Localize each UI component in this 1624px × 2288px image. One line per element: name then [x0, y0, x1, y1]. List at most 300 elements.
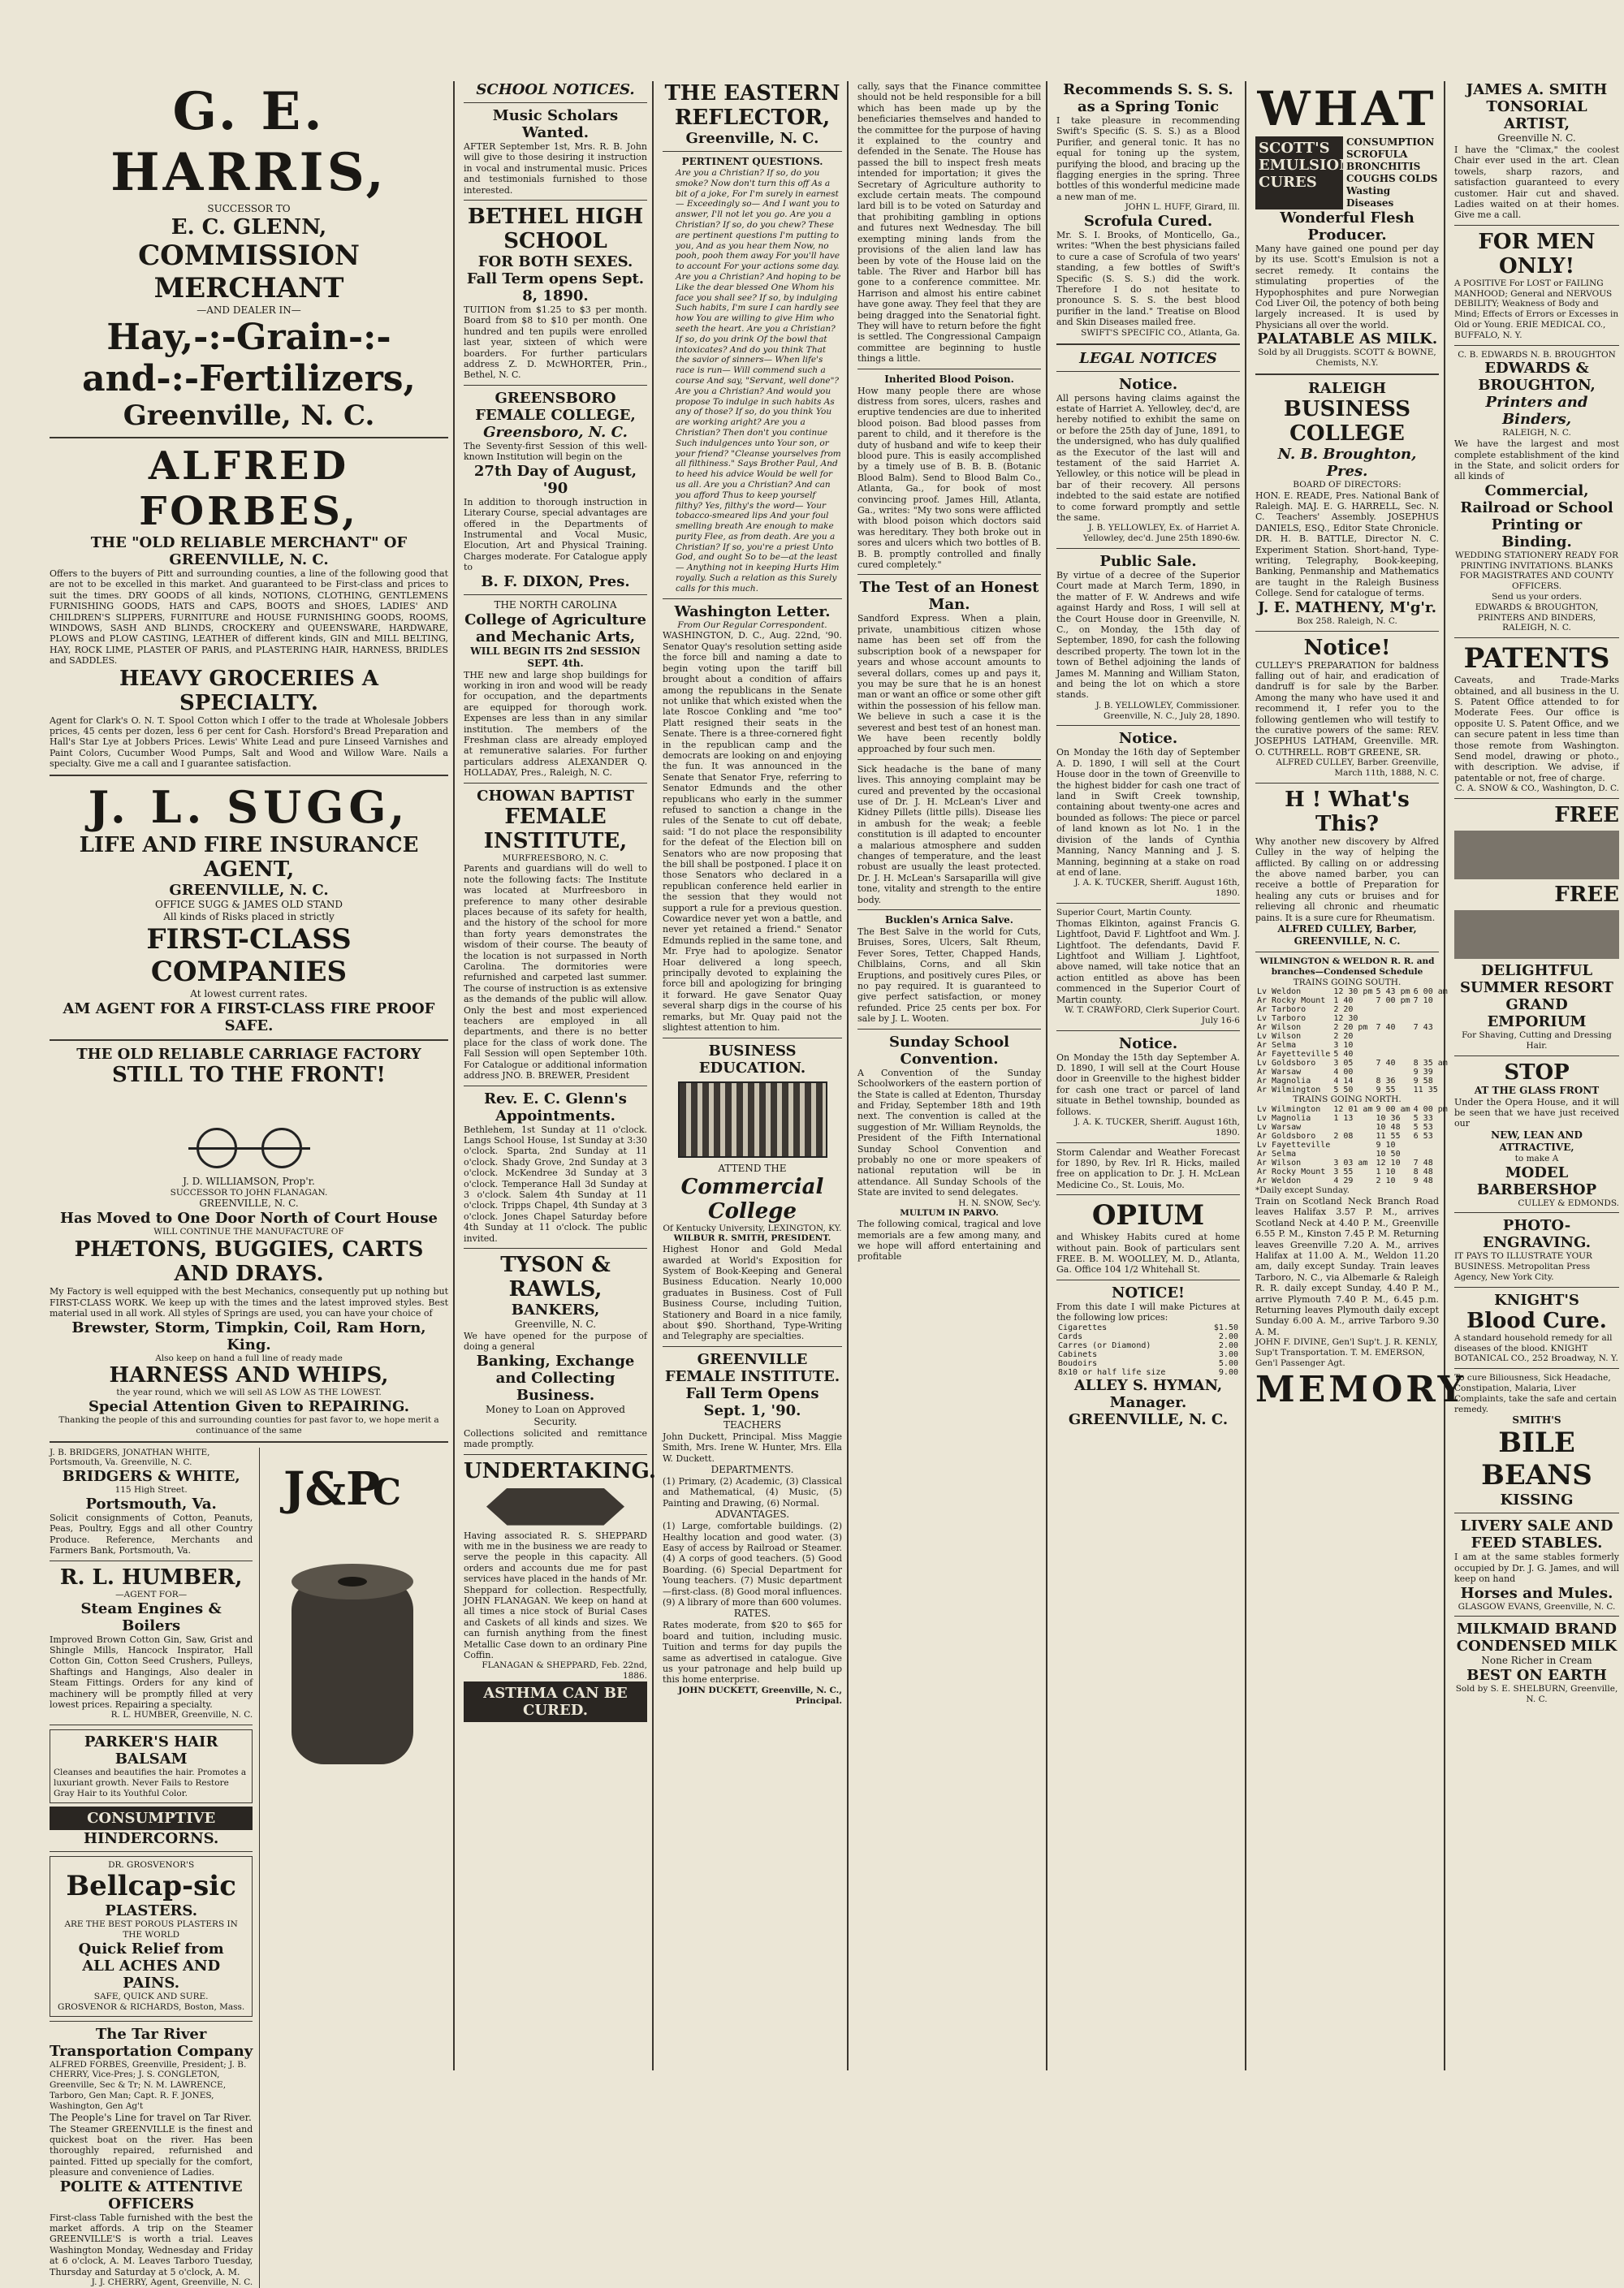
- station: Ar Rocky Mount: [1257, 1168, 1326, 1177]
- price-item: 8x10 or half life size: [1058, 1367, 1166, 1377]
- school-notices-head: SCHOOL NOTICES.: [476, 81, 635, 98]
- bell-title: Bellcap-sic: [66, 1870, 236, 1903]
- price-item: Carres (or Diamond): [1058, 1340, 1151, 1350]
- svg-text:J&P: J&P: [283, 1461, 381, 1516]
- consumptive-banner: CONSUMPTIVE: [50, 1807, 253, 1830]
- sick-body: Sick headache is the bane of many lives. This annoying complaint may be cured and prevented by the occasional use of Dr. J. H. McLean's Liver and Kidney Pillets (little pills). Disease lies in ambush for the weak; a feeble constitution is ill adapted to encounter a malarious atmosphere and sudden changes of temperature, and the least robust are usually the least protected. Dr. J. H. McLean's Sarsaparilla will give tone, vitality and strength to the entire body.: [857, 763, 1041, 905]
- time: 5 43 pm: [1376, 987, 1410, 997]
- time: 4 00 pm: [1413, 1105, 1448, 1115]
- table-row: [1056, 1341, 1240, 1350]
- carriage-moved: Has Moved to One Door North of Court House: [59, 1210, 438, 1228]
- bell-best: ARE THE BEST POROUS PLASTERS IN THE WORLD: [64, 1919, 238, 1940]
- parker-title: PARKER'S HAIR BALSAM: [84, 1733, 218, 1768]
- rbc-pres: N. B. Broughton, Pres.: [1277, 445, 1417, 480]
- livery-title: LIVERY SALE AND FEED STABLES.: [1460, 1517, 1613, 1552]
- table-row: [1255, 1041, 1449, 1050]
- railroad-going-north: TRAINS GOING NORTH.: [1293, 1094, 1402, 1105]
- time: [1332, 1141, 1374, 1150]
- station: Lv Weldon: [1257, 987, 1302, 997]
- cb-city: MURFREESBORO, N. C.: [502, 853, 609, 863]
- nc-title: THE NORTH CAROLINA: [494, 598, 617, 611]
- time: 9 39: [1413, 1068, 1433, 1077]
- eb-city: RALEIGH, N. C.: [1502, 428, 1571, 438]
- scott-what: WHAT: [1257, 81, 1437, 136]
- sugg-name: J. L. SUGG,: [88, 780, 410, 833]
- scrofula-title: Scrofula Cured.: [1083, 213, 1213, 231]
- rev-title: Rev. E. C. Glenn's Appointments.: [484, 1090, 627, 1125]
- men-title: FOR MEN ONLY!: [1478, 229, 1596, 278]
- honest-body: Sandford Express. When a plain, private, unambitious citizen whose name has been set off from the subscription book of a newspaper for years and whose account amounts to several dollars, comes up and pays it, you may be sure that he is an honest man or want an office or some other gift within the possession of his fellow man. We believe in such a case it is the severest and best test of an honest man. We have been recently boldly approached by four such men.: [857, 613, 1041, 755]
- notice1-sign: J. B. YELLOWLEY, Ex. of Harriet A. Yellowley, dec'd. June 25th 1890-6w.: [1082, 523, 1240, 544]
- time: 12 30: [1333, 1014, 1358, 1024]
- table-row: [1056, 1359, 1240, 1368]
- nc-college: College of Agriculture and Mechanic Arts,: [464, 611, 646, 645]
- patents-sign: C. A. SNOW & CO., Washington, D. C.: [1455, 784, 1619, 794]
- gfi-rates-body: Rates moderate, from $20 to $65 for board and tuition, including music. Tuition and terms for day pupils the same as advertised in catalogue. Give us your patronage and help build up this home enterprise.: [663, 1620, 842, 1686]
- tar-polite: POLITE & ATTENTIVE OFFICERS: [59, 2178, 243, 2212]
- table-row: [1255, 1068, 1449, 1077]
- time: 2 20: [1333, 1005, 1354, 1015]
- milk-none: None Richer in Cream: [1481, 1655, 1592, 1667]
- time: [1412, 1041, 1449, 1050]
- sugg-rates: At lowest current rates.: [190, 987, 308, 999]
- notice1-title: Notice.: [1118, 375, 1178, 393]
- rev-body: Bethlehem, 1st Sunday at 11 o'clock. Langs School House, 1st Sunday at 3:30 o'clock. Sparta, 2nd Sunday at 11 o'clock. Shady Grove, 2nd Sunday at 3 o'clock. McKendree 3d Sunday at 3 o'clock. Temperance Hall 3d Sunday at 3 o'clock. Salem 4th Sunday at 11 o'clock. Tripps Chapel, 4th Sunday at 3 o'clock. Jones Chapel Saturday before 4th Sunday at 11 o'clock. The public invited.: [464, 1124, 647, 1244]
- reflector-city: Greenville, N. C.: [685, 130, 819, 147]
- biz-attend: ATTEND THE: [718, 1162, 787, 1174]
- station: Ar Wilmington: [1257, 1086, 1321, 1095]
- time: [1412, 1014, 1449, 1023]
- smith-title: JAMES A. SMITH: [1466, 81, 1608, 98]
- table-row: [1255, 1105, 1449, 1114]
- scott-block: [1255, 136, 1439, 209]
- washington-body: WASHINGTON, D. C., Aug. 22nd, '90. Senator Quay's resolution setting aside the force bill and naming a date to begin voting upon the tariff bill brought about a condition of affairs among the republicans in the Senate not unlike that which existed when the late Roscoe Conkling and "me too" Platt resigned their seats in the Senate. There is a three-cornered fight in the republican camp and the democrats are looking on and enjoying the fun. It was announced in the Senate that Senator Frye, referring to Senator Edmunds and the other republicans who early in the summer refused to sanction a change in the rules of the Senate to cut off debate, said: "I do not place the responsibility for the defeat of the Election bill on Senators who are now proposing that the bill shall be postponed. I place it on those Senators who declared in a republican conference held earlier in the session that they would not support a rule for a previous question. Cowardice never yet won a battle, and never yet retained a friend." Senator Edmunds replied in the same tone, and Mr. Frye had to apologize. Senator Hoar delivered a long speech, principally devoted to explaining the force bill and apologizing for bringing it forward. He gave Senator Quay several sharp digs in the course of his remarks, but Mr. Quay paid not the slightest attention to him.: [663, 630, 842, 1034]
- blood-title: Inherited Blood Poison.: [884, 373, 1014, 385]
- forbes-agent: Agent for Clark's O. N. T. Spool Cotton which I offer to the trade at Wholesale Jobbers prices, 45 cents per dozen, less 6 per cent for Cash. Horsford's Bread Preparation and Hall's Star Lye at Jobbers Prices. Lewis' White Lead and pure Linseed Varnishes and Paint Colors, Cucumber Wood Pumps, Salt and Wood and Willow Ware. Nails a specialty. Give me a call and I guarantee satisfaction.: [50, 714, 448, 770]
- pictures-price-table: [1056, 1323, 1240, 1377]
- grand-title: GRAND EMPORIUM: [1487, 996, 1587, 1031]
- gfc-date: 27th Day of August, '90: [473, 462, 637, 497]
- patents-title: PATENTS: [1463, 642, 1610, 676]
- eb-wedding: WEDDING STATIONERY READY FOR PRINTING INVITATIONS. BLANKS FOR MAGISTRATES AND COUNTY OFFICERS.: [1454, 550, 1619, 592]
- superior-court: Superior Court, Martin County.: [1056, 907, 1192, 917]
- humber-body: Improved Brown Cotton Gin, Saw, Grist and Shingle Mills, Hancock Inspirator, Hall Cotton Gin, Cotton Seed Crushers, Pulleys, Shaftings and Hangings, Also dealer in Steam Fittings. Orders for any kind of machinery will be promptly filled at very lowest prices. Repairing a specialty.: [50, 1634, 253, 1710]
- coats-spool-graphic: [267, 1456, 446, 1797]
- station: Lv Wilson: [1257, 1032, 1302, 1042]
- carriage-illustration: [188, 1090, 310, 1150]
- knight-cure: Blood Cure.: [1466, 1308, 1607, 1333]
- legal-notices-head: LEGAL NOTICES: [1079, 349, 1217, 367]
- table-row: [1255, 1141, 1449, 1150]
- time: [1412, 1150, 1449, 1159]
- superior-body: Thomas Elkinton, against Francis G. Lightfoot, David F. Lightfoot and Wm. J. Lightfoot. The defendants, David F. Lightfoot and William J. Lightfoot, above named, will take notice that an action entitled as above has been commenced in the Superior Court of Martin county.: [1056, 917, 1240, 1005]
- pertinent-title: PERTINENT QUESTIONS.: [681, 156, 823, 167]
- bethel-sub: FOR BOTH SEXES.: [477, 253, 633, 271]
- time: 9 58: [1413, 1077, 1433, 1086]
- sugg-office: OFFICE SUGG & JAMES OLD STAND: [155, 898, 343, 910]
- table-row: [1255, 1176, 1449, 1185]
- music-title: Music Scholars Wanted.: [492, 107, 619, 141]
- time: 11 35: [1413, 1086, 1438, 1095]
- time: 5 53: [1413, 1123, 1433, 1133]
- gfi-dept: DEPARTMENTS.: [710, 1463, 794, 1475]
- college-building-illustration: [678, 1081, 827, 1158]
- sss-body: I take pleasure in recommending Swift's Specific (S. S. S.) as a Blood Purifier, and general tonic. It has no equal for toning up the system, purifying the blood, and bracing up the flagging energies in the spring. Three bottles of this wonderful medicine made a new man of me.: [1056, 115, 1240, 202]
- col1-lower-right: [259, 1448, 448, 2288]
- pictures-body: From this date I will make Pictures at the following low prices:: [1056, 1301, 1240, 1323]
- washington-title: Washington Letter.: [674, 602, 831, 620]
- livery-sign: GLASGOW EVANS, Greenville, N. C.: [1458, 1601, 1616, 1612]
- time: [1374, 1014, 1411, 1023]
- whats-this-body: Why another new discovery by Alfred Culley in the way of helping the afflicted. By calling on or addressing the above named barber, you can receive a bottle of Preparation for healing any cuts or bruises and for relieving all chronic and rheumatic pains. It is a sure cure for Rheumatism.: [1255, 835, 1439, 923]
- table-row: [1255, 1077, 1449, 1086]
- table-row: [1255, 1123, 1449, 1132]
- time: 7 00 pm: [1376, 996, 1410, 1006]
- culley-body: CULLEY'S PREPARATION for baldness falling out of hair, and eradication of dandruff is for sale by the Barber. Among the many who have used it and recommend it, I refer you to the following gentlemen who will testify to the curative powers of the same: REV. JOSEPHUS LATHAM, Greenville. MR. O. CUTHRELL. ROB'T GREENE, SR.: [1255, 659, 1439, 758]
- time: 5 40: [1333, 1050, 1354, 1060]
- scott-milk: PALATABLE AS MILK.: [1256, 330, 1438, 348]
- bell-plasters: PLASTERS.: [105, 1902, 198, 1920]
- harris-role: COMMISSION MERCHANT: [138, 240, 360, 304]
- railroad-sign: JOHN F. DIVINE, Gen'l Sup't. J. R. KENLY, Sup't Transportation. T. M. EMERSON, Gen'l Passenger Agt.: [1255, 1337, 1438, 1368]
- forbes-ad: [50, 443, 448, 770]
- bell-safe: SAFE, QUICK AND SURE.: [93, 1991, 209, 2001]
- tyson-coll: Collections solicited and remittance made promptly.: [464, 1427, 647, 1450]
- eb-send: Send us your orders.: [1491, 592, 1583, 602]
- notice3-sign: J. A. K. TUCKER, Sheriff. August 16th, 1890.: [1074, 1116, 1240, 1138]
- forbes-body: Offers to the buyers of Pitt and surrounding counties, a line of the following good that are not to be excelled in this market. And guaranteed to be First-class and prices to suit the times. DRY GOODS of all kinds, NOTIONS, CLOTHING, GENTLEMENS FURNISHING GOODS, HATS and CAPS, BOOTS and SHOES, LADIES' AND CHILDREN'S SLIPPERS, FURNITURE and HOUSE FURNISHING GOODS, ROOMS, WINDOWS, SASH AND BLINDS, CROCKERY and QUEENSWARE, HARDWARE, PLOWS and PLOW CASTING, LEATHER of different kinds, GIN and MILL BELTING, HAY, ROCK LIME, PLASTER OF PARIS, and PLASTERING HAIR, HARNESS, BRIDLES and SADDLES.: [50, 568, 448, 667]
- free-banner-2: FREE: [1554, 883, 1619, 908]
- gfc-title: GREENSBORO FEMALE COLLEGE,: [475, 389, 636, 424]
- eb-title: EDWARDS & BROUGHTON,: [1478, 360, 1596, 395]
- tar-body: The Steamer GREENVILLE is the finest and quickest boat on the river. Has been thoroughly repaired, refurnished and painted. Fitted up specially for the comfort, pleasure and convenience of Ladies.: [50, 2123, 253, 2178]
- men-body: A POSITIVE For LOST or FAILING MANHOOD; General and NERVOUS DEBILITY; Weakness of Body and Mind; Effects of Errors or Excesses in Old or Young. ERIE MEDICAL CO., BUFFALO, N. Y.: [1454, 278, 1619, 340]
- forbes-heavy: HEAVY GROCERIES A SPECIALTY.: [119, 666, 378, 715]
- bw-names: J. B. BRIDGERS, JONATHAN WHITE, Portsmouth, Va. Greenville, N. C.: [50, 1447, 210, 1468]
- harris-goods: Hay,-:-Grain-:-and-:-Fertilizers,: [82, 317, 416, 399]
- table-row: [1255, 987, 1449, 996]
- carriage-thanks: Thanking the people of this and surrounding counties for past favor to, we hope merit a continuance of the same: [58, 1415, 439, 1435]
- honest-title: The Test of an Honest Man.: [859, 579, 1039, 614]
- cb-title: CHOWAN BAPTIST: [477, 787, 634, 805]
- gfi-sign: JOHN DUCKETT, Greenville, N. C., Principal.: [678, 1685, 842, 1706]
- time: 9 48: [1413, 1176, 1433, 1186]
- time: 8 48: [1413, 1168, 1433, 1177]
- bw-title: BRIDGERS & WHITE,: [62, 1468, 240, 1486]
- time: 2 20: [1333, 1032, 1354, 1042]
- table-row: [1255, 1159, 1449, 1168]
- bell-aches: ALL ACHES AND PAINS.: [82, 1957, 221, 1992]
- sss-sign: JOHN L. HUFF, Girard, Ill.: [1125, 202, 1240, 213]
- photo-body: IT PAYS TO ILLUSTRATE YOUR BUSINESS. Metropolitan Press Agency, New York City.: [1454, 1251, 1592, 1283]
- harris-ad: [50, 81, 448, 432]
- carriage-title: THE OLD RELIABLE CARRIAGE FACTORY: [76, 1045, 421, 1063]
- table-row: [1255, 1114, 1449, 1123]
- bellcapsic-ad: [50, 1856, 253, 2017]
- price-value: 2.00: [1218, 1332, 1238, 1341]
- sugg-ad: [50, 781, 448, 1034]
- public-sale-body: By virtue of a decree of the Superior Court made at March Term, 1890, in the matter of F. W. Andrews and wife against Hardy and Ross, I will sell at the Court House door in Greenville, N. C., on Monday, the 15th day of September, 1890, for cash the following described property. The town lot in the town of Bethel adjoining the lands of James M. Manning and William Staton, and being the lot on which a store stands.: [1056, 569, 1240, 701]
- public-sale-sign: J. B. YELLOWLEY, Commissioner. Greenville, N. C., July 28, 1890.: [1095, 700, 1240, 721]
- carriage-year: the year round, which we will sell AS LOW AS THE LOWEST.: [116, 1388, 382, 1398]
- table-row: [1255, 1050, 1449, 1059]
- price-item: Boudoirs: [1058, 1358, 1098, 1368]
- opium-title: OPIUM: [1091, 1199, 1205, 1232]
- pictures-title: NOTICE!: [1112, 1284, 1185, 1302]
- station: Lv Warsaw: [1257, 1123, 1302, 1133]
- tar-sched: First-class Table furnished with the best the market affords. A trip on the Steamer GREENVILLE'S is worth a trial. Leaves Washington Monday, Wednesday and Friday at 6 o'clock, A. M. Leaves Tarboro Tuesday, Thursday and Saturday at 5 o'clock, A. M.: [50, 2212, 253, 2277]
- time: 12 10: [1376, 1159, 1401, 1168]
- time: [1332, 1123, 1374, 1132]
- table-row: [1255, 1005, 1449, 1014]
- table-row: [1255, 1014, 1449, 1023]
- time: 7 48: [1413, 1159, 1433, 1168]
- sss-title: Recommends S. S. S. as a Spring Tonic: [1063, 81, 1233, 115]
- culley-notice-title: Notice!: [1303, 635, 1391, 660]
- station: Ar Weldon: [1257, 1176, 1302, 1186]
- col1-lower-left: [50, 1448, 253, 2288]
- sugg-role: LIFE AND FIRE INSURANCE AGENT,: [79, 832, 419, 882]
- humber-agent: —AGENT FOR—: [115, 1589, 188, 1599]
- memory-title: MEMORY: [1255, 1368, 1466, 1410]
- tyson-role: BANKERS,: [511, 1301, 600, 1319]
- hindercorns: HINDERCORNS.: [84, 1829, 219, 1847]
- carriage-springs: Brewster, Storm, Timpkin, Coil, Ram Horn, King.: [71, 1319, 426, 1353]
- carriage-goods: PHÆTONS, BUGGIES, CARTS AND DRAYS.: [74, 1237, 424, 1287]
- eb-sign: EDWARDS & BROUGHTON, PRINTERS AND BINDERS, RALEIGH, N. C.: [1475, 602, 1599, 633]
- price-value: 9.00: [1218, 1367, 1238, 1377]
- scrofula-co: SWIFT'S SPECIFIC CO., Atlanta, Ga.: [1081, 327, 1240, 338]
- tyson-banking: Banking, Exchange and Collecting Business.: [476, 1352, 635, 1404]
- rbc-sign: J. E. MATHENY, M'g'r.: [1257, 598, 1437, 616]
- station: Ar Rocky Mount: [1257, 996, 1326, 1006]
- gfi-adv: ADVANTAGES.: [715, 1509, 790, 1521]
- price-value: 3.00: [1218, 1349, 1238, 1359]
- patents-body: Caveats, and Trade-Marks obtained, and all business in the U. S. Patent Office attended to for Moderate Fees. Our office is opposite U. S. Patent Office, and we can secure patent in less time than those remote from Washington. Send model, drawing or photo., with description. We advise, if patentable or not, free of charge.: [1454, 675, 1619, 784]
- station: Ar Goldsboro: [1257, 1132, 1316, 1142]
- sugg-kinds: All kinds of Risks placed in strictly: [163, 910, 335, 922]
- undertaking-body: Having associated R. S. SHEPPARD with me in the business we are ready to serve the people in this capacity. All orders and accounts due me for past services have placed in the hands of Mr. Sheppard for collection. Respectfully, JOHN FLANAGAN. We keep on hand at all times a nice stock of Burial Cases and Caskets of all kinds and sizes. We can furnish anything from the finest Metallic Case down to an ordinary Pine Coffin.: [464, 1530, 647, 1661]
- table-row: [1056, 1368, 1240, 1377]
- livery-horses: Horses and Mules.: [1460, 1584, 1613, 1602]
- tyson-body: We have opened for the purpose of doing a general: [464, 1330, 647, 1353]
- table-row: [1255, 1168, 1449, 1176]
- time: 3 55: [1333, 1168, 1354, 1177]
- time: 1 40: [1333, 996, 1354, 1006]
- railroad-table-north: [1255, 1105, 1449, 1185]
- eb-role: Printers and Binders,: [1485, 394, 1588, 429]
- photo-title: PHOTO-ENGRAVING.: [1483, 1217, 1591, 1252]
- coffin-illustration: [486, 1488, 624, 1526]
- time: 4 00: [1333, 1068, 1354, 1077]
- table-row: [1056, 1350, 1240, 1359]
- time: 2 20 pm: [1333, 1023, 1368, 1033]
- stop-make: to make A: [1514, 1153, 1559, 1163]
- stop-sign: CULLEY & EDMONDS.: [1518, 1198, 1619, 1208]
- tar-title: The Tar River Transportation Company: [50, 2025, 253, 2060]
- gfc-body2: In addition to thorough instruction in Literary Course, special advantages are offered in the Departments of Instrumental and Vocal Music, Elocution, Art and Physical Training. Charges moderate. For Catalogue apply to: [464, 496, 647, 573]
- biz-of: Of Kentucky University, LEXINGTON, KY.: [663, 1223, 842, 1233]
- tyson-loan: Money to Loan on Approved Security.: [485, 1403, 625, 1427]
- notice2-title: Notice.: [1118, 730, 1178, 748]
- column-3: [658, 81, 849, 2070]
- grand-body: For Shaving, Cutting and Dressing Hair.: [1462, 1030, 1612, 1051]
- time: 1 13: [1333, 1114, 1354, 1124]
- ss-body: A Convention of the Sunday Schoolworkers of the eastern portion of the State is called at Edenton, Thursday and Friday, September 18th and 19th next. The convention is called at the suggestion of Mr. William Reynolds, the President of the Fifth International Sunday School Convention and probably no one or more speakers of national reputation will be in attendance. All Sunday Schools of the State are invited to send delegates.: [857, 1067, 1041, 1198]
- scott-cures: CONSUMPTION SCROFULA BRONCHITIS COUGHS COLDS Wasting Diseases: [1346, 136, 1438, 209]
- time: [1412, 1050, 1449, 1059]
- opium-body: and Whiskey Habits cured at home without pain. Book of particulars sent FREE. B. M. WOOLLEY, M. D., Atlanta, Ga. Office 104 1/2 Whitehall St.: [1056, 1232, 1240, 1276]
- railroad-daily: *Daily except Sunday.: [1255, 1185, 1350, 1196]
- price-item: Cards: [1058, 1332, 1083, 1341]
- gfc-sign: B. F. DIXON, Pres.: [481, 572, 630, 590]
- station: Ar Tarboro: [1257, 1005, 1307, 1015]
- bethel-body: TUITION from $1.25 to $3 per month. Board from $8 to $10 per month. One hundred and ten pupils were enrolled last year, sixteen of which were boarders. For further particulars address Z. D. McWHORTER, Prin., Bethel, N. C.: [464, 304, 647, 381]
- carriage-cont: WILL CONTINUE THE MANUFACTURE OF: [153, 1227, 344, 1237]
- time: 10 50: [1376, 1150, 1401, 1159]
- pertinent-poem: Are you a Christian? If so, do you smoke? Now don't turn this off As a bit of a joke, For I'm surely in earnest— Exceedingly so— And I want you to answer, I'll not let you go. Are you a Christian? If so, do you chew? These are pertinent questions I'm putting to you, And as you hear them Now, no pooh, pooh them away For you'll have to account For your actions some day. Are you a Christian? And hoping to be Like the dear blessed One Whom his face you shall see? If so, by indulging Such habits, I'm sure I can hardly see how You are willing to give Him who seeth the heart. Are you a Christian? If so, do you drink Of the bowl that intoxicates? And do you think That the savior of sinners— When life's race is run— Will commend such a course And say, "Servant, well done"? Are you a Christian? And would you propose To indulge in such habits As any of those? If so, do you think You are working aright? Are you a Christian? Then don't you continue Such indulgences unto Your son, or your friend? "Cleanse yourselves from all filthiness." Says Brother Paul, And to heed his advice Would be well for us all. Are you a Christian? And can you afford Thus to keep yourself filthy? Yes, filthy's the word— Your tobacco-smeared lips And your foul smelling breath Are enough to make purity Flee, as from death. Are you a Christian? If so, you're a priest Unto God, and ought So to be—at the least— Anything not in keeping Hurts Him royally. Such a relation as this Surely calls for this much.: [676, 168, 841, 594]
- harris-name: G. E. HARRIS,: [110, 81, 387, 203]
- sugg-agent: AM AGENT FOR A FIRST-CLASS FIRE PROOF SAFE.: [63, 999, 435, 1034]
- parker-ad: [50, 1729, 253, 1802]
- carriage-succ: SUCCESSOR TO JOHN FLANAGAN.: [170, 1187, 328, 1198]
- carriage-repair: Special Attention Given to REPAIRING.: [88, 1398, 410, 1416]
- rbc-box: Box 258. Raleigh, N. C.: [1297, 615, 1397, 626]
- sugg-first: FIRST-CLASS COMPANIES: [146, 922, 352, 988]
- col1-lower: [50, 1448, 448, 2288]
- bw-addr: 115 High Street.: [114, 1485, 188, 1496]
- resort-title: DELIGHTFUL SUMMER RESORT: [1460, 962, 1613, 997]
- time: 5 50: [1333, 1086, 1354, 1095]
- station: Lv Magnolia: [1257, 1114, 1311, 1124]
- railroad-table-south: [1255, 987, 1449, 1094]
- harris-city: Greenville, N. C.: [123, 399, 375, 432]
- blood-body: How many people there are whose distress from sores, ulcers, rashes and eruptive tendencies are due to inherited blood poison. Bad blood passes from parent to child, and it therefore is the duty of husband and wife to keep their blood pure. This is easily accomplished by a timely use of B. B. B. (Botanic Blood Balm). Send to Blood Balm Co., Atlanta, Ga., for book of most convincing proof. James Hill, Atlanta, Ga., writes: "My two sons were afflicted with blood poison which doctors said was hereditary. They both broke out in sores and ulcers which two bottles of B. B. B. promptly controlled and finally cured completely.": [857, 385, 1041, 571]
- time: [1332, 1150, 1374, 1159]
- scott-flesh: Wonderful Flesh Producer.: [1280, 209, 1415, 244]
- table-row: [1255, 1023, 1449, 1032]
- time: 2 10: [1376, 1176, 1396, 1186]
- ss-sign: H. N. SNOW, Sec'y.: [958, 1198, 1041, 1208]
- time: 3 05: [1333, 1059, 1354, 1068]
- forbes-name: ALFRED FORBES,: [139, 443, 359, 534]
- railroad-body: Train on Scotland Neck Branch Road leaves Halifax 3.57 P. M., arrives Scotland Neck at 4.40 P. M., Greenville 6.55 P. M., Kinston 7.45 P. M. Returning leaves Greenville 7.20 A. M., arrives Halifax at 11.00 A. M., Weldon 11.20 am, daily except Sunday. Train leaves Tarboro, N. C., via Albemarle & Raleigh R. R. daily except Sunday, 4.40 P. M., arrive Plymouth 7.40 P. M., 6.45 p.m. Returning leaves Plymouth daily except Sunday 6.00 A. M., arrive Tarboro 9.30 A. M.: [1255, 1195, 1439, 1337]
- notice1-body: All persons having claims against the estate of Harriet A. Yellowley, dec'd, are hereby notified to exhibit the same on or before the 25th day of June, 1891, to the undersigned, who has duly qualified as the Executor of the last will and testament of the said Harriet A. Yellowley, or this notice will be plead in bar of their recovery. All persons indebted to the said estate are notified to come forward promptly and settle the same.: [1056, 392, 1240, 523]
- col4-body1: cally, says that the Finance committee should not be held responsible for a bill which has been made up by the beneficiaries themselves and handed to the committee for the purpose of having it explained to the country and defended in the Senate. The House has passed the bill to inspect fresh meats intended for importation; it gives the Secretary of Agriculture authority to exclude certain meats. The compound lard bill is to be voted on Saturday and that prohibiting gambling in options and futures next Wednesday. The bill exempting mining lands from the provisions of the alien land law has been by vote of the House laid on the table. The River and Harbor bill has gone to a conference committee. Mr. Harrison and almost his entire cabinet have gone away. They feel that they are being dragged into the Senatorial fight. They will have to return before the fight is settled. The Congressional Campaign committee are beginning to hustle things a little.: [857, 81, 1041, 365]
- column-2: [459, 81, 654, 2070]
- railroad-going-south: TRAINS GOING SOUTH.: [1293, 977, 1402, 987]
- table-row: [1255, 996, 1449, 1005]
- time: [1374, 1005, 1411, 1014]
- culley-sign: ALFRED CULLEY, Barber. Greenville, March 11th, 1888, N. C.: [1276, 758, 1439, 778]
- gfi-title: GREENVILLE FEMALE INSTITUTE.: [664, 1350, 840, 1385]
- storm-calendar: Storm Calendar and Weather Forecast for 1890, by Rev. Irl R. Hicks, mailed free on application to Dr. J. H. McLean Medicine Co., St. Louis, Mo.: [1056, 1146, 1240, 1190]
- station: Lv Wilmington: [1257, 1105, 1321, 1115]
- column-5: [1052, 81, 1246, 2070]
- ss-title: Sunday School Convention.: [888, 1033, 1010, 1068]
- eb-body: We have the largest and most complete establishment of the kind in the State, and solicit orders for all kinds of: [1454, 438, 1619, 482]
- time: 7 10: [1413, 996, 1433, 1006]
- watch-illustration: [1454, 831, 1619, 879]
- undertaking-sign: FLANAGAN & SHEPPARD, Feb. 22nd, 1886.: [482, 1660, 647, 1681]
- superior-sign: W. T. CRAWFORD, Clerk Superior Court. July 16-6: [1064, 1004, 1240, 1025]
- time: 8 36: [1376, 1077, 1396, 1086]
- station: Ar Magnolia: [1257, 1077, 1311, 1086]
- gfc-city: Greensboro, N. C.: [483, 423, 628, 441]
- biz-pres: WILBUR R. SMITH, PRESIDENT.: [673, 1233, 831, 1244]
- gfi-names: John Duckett, Principal. Miss Maggie Smith, Mrs. Irene W. Hunter, Mrs. Ella W. Duckett.: [663, 1431, 842, 1464]
- time: 3 03 am: [1333, 1159, 1368, 1168]
- price-item: Cabinets: [1058, 1349, 1098, 1359]
- station: Ar Warsaw: [1257, 1068, 1302, 1077]
- time: 4 14: [1333, 1077, 1354, 1086]
- carriage-city: GREENVILLE, N. C.: [199, 1198, 299, 1210]
- bucklen-body: The Best Salve in the world for Cuts, Bruises, Sores, Ulcers, Salt Rheum, Fever Sores, Tetter, Chapped Hands, Chilblains, Corns, and all Skin Eruptions, and positively cures Piles, or no pay required. It is guaranteed to give perfect satisfaction, or money refunded. Price 25 cents per box. For sale by J. L. Wooten.: [857, 926, 1041, 1025]
- time: 9 55: [1376, 1086, 1396, 1095]
- time: 10 48: [1376, 1123, 1401, 1133]
- gfi-rates: RATES.: [733, 1608, 771, 1620]
- notice3-title: Notice.: [1118, 1034, 1178, 1052]
- time: 11 55: [1376, 1132, 1401, 1142]
- biz-body: Highest Honor and Gold Medal awarded at World's Exposition for System of Book-Keeping and General Business Education. Nearly 10,000 graduates in Business. Cost of Full Business Course, including Tuition, Stationery and Board in a nice family, about $90. Shorthand, Type-Writing and Telegraphy are specialties.: [663, 1244, 842, 1342]
- tyson-title: TYSON & RAWLS,: [500, 1252, 611, 1302]
- scott-sold: Sold by all Druggists. SCOTT & BOWNE, Chemists, N.Y.: [1258, 348, 1436, 369]
- station: Ar Selma: [1257, 1041, 1297, 1051]
- cb-inst: FEMALE INSTITUTE,: [483, 804, 628, 853]
- undertaking-title: UNDERTAKING.: [464, 1458, 656, 1483]
- time: 7 40: [1376, 1059, 1396, 1068]
- table-row: [1056, 1332, 1240, 1341]
- bw-body: Solicit consignments of Cotton, Peanuts, Peas, Poultry, Eggs and all other Country Produce. Reference, Merchants and Farmers Bank, Portsmouth, Va.: [50, 1513, 253, 1556]
- kissing: KISSING: [1500, 1492, 1574, 1509]
- station: Ar Wilson: [1257, 1023, 1302, 1033]
- table-row: [1255, 1086, 1449, 1094]
- time: [1412, 1032, 1449, 1041]
- livery-body: I am at the same stables formerly occupied by Dr. J. G. James, and will keep on hand: [1454, 1552, 1619, 1585]
- bucklen-title: Bucklen's Arnica Salve.: [885, 914, 1013, 926]
- nc-body: THE new and large shop buildings for working in iron and wood will be ready for occupation, and the departments are equipped for thorough work. Expenses are less than in any similar institution. The members of the Freshman class are already employed at remunerative salaries. For further particulars address ALEXANDER Q. HOLLADAY, Pres., Raleigh, N. C.: [464, 669, 647, 779]
- coats-ad: [265, 1456, 448, 1800]
- column-4: [853, 81, 1047, 2070]
- smith-body: I have the "Climax," the coolest Chair ever used in the art. Clean towels, sharp razors, and satisfaction guaranteed to every customer. Hair cut and shaved. Ladies waited on at their homes. Give me a call.: [1454, 145, 1619, 221]
- station: Lv Tarboro: [1257, 1014, 1307, 1024]
- bethel-title: BETHEL HIGH SCHOOL: [467, 205, 644, 254]
- table-row: [1255, 1150, 1449, 1159]
- time: 3 10: [1333, 1041, 1354, 1051]
- tar-sign: J. J. CHERRY, Agent, Greenville, N. C.: [91, 2277, 253, 2287]
- gfi-adv-body: (1) Large, comfortable buildings. (2) Healthy location and good water. (3) Easy of access by Railroad or Steamer. (4) A corps of good teachers. (5) Good Boarding. (6) Special Department for Young teachers. (7) Music department—first-class. (8) Good moral influences. (9) A library of more than 600 volumes.: [663, 1521, 842, 1608]
- stop-glass: AT THE GLASS FRONT: [1474, 1084, 1600, 1096]
- railroad-title: WILMINGTON & WELDON R. R. and branches—Condensed Schedule: [1259, 956, 1435, 977]
- knight-title: KNIGHT'S: [1494, 1291, 1579, 1309]
- free-banner-1: FREE: [1554, 803, 1619, 828]
- time: [1412, 1005, 1449, 1014]
- smith-role: TONSORIAL ARTIST,: [1486, 98, 1587, 132]
- milk-best: BEST ON EARTH: [1466, 1667, 1607, 1685]
- station: Ar Fayetteville: [1257, 1050, 1331, 1060]
- whats-this-sign: ALFRED CULLEY, Barber, GREENVILLE, N. C.: [1277, 923, 1417, 947]
- cb-body: Parents and guardians will do well to note the following facts: The Institute was located at Murfreesboro in preference to many other desirable places because of its safety for health, and the history of the school for more than forty years demonstrates the wisdom of their course. The beauty of the location is not surpassed in North Carolina. The dormitories were refurnished and carpeted last summer. The course of instruction is as extensive as the demands of the public will allow. Only the best and most experienced teachers are employed in all departments, and there is no better place for the class of work done. The Fall Session will open September 10th. For Catalogue or additional information address JNO. B. BREWER, President: [464, 863, 647, 1081]
- price-value: 5.00: [1218, 1358, 1238, 1368]
- scrofula-body: Mr. S. I. Brooks, of Monticello, Ga., writes: "When the best physicians failed to cure a case of Scrofula of two years' standing, a few bottles of Swift's Specific (S. S. S.) did the work. Therefore I do not hesitate to pronounce S. S. S. the best blood purifier in the land." Treatise on Blood and Skin Diseases mailed free.: [1056, 230, 1240, 328]
- biz-title: BUSINESS EDUCATION.: [698, 1042, 806, 1077]
- carriage-harness: HARNESS AND WHIPS,: [109, 1363, 389, 1388]
- tar-peoples: The People's Line for travel on Tar River.: [50, 2111, 252, 2123]
- station: Lv Goldsboro: [1257, 1059, 1316, 1068]
- time: 5 33: [1413, 1114, 1433, 1124]
- time: 6 53: [1413, 1132, 1433, 1142]
- notice2-sign: J. A. K. TUCKER, Sheriff. August 16th, 1890.: [1074, 878, 1240, 899]
